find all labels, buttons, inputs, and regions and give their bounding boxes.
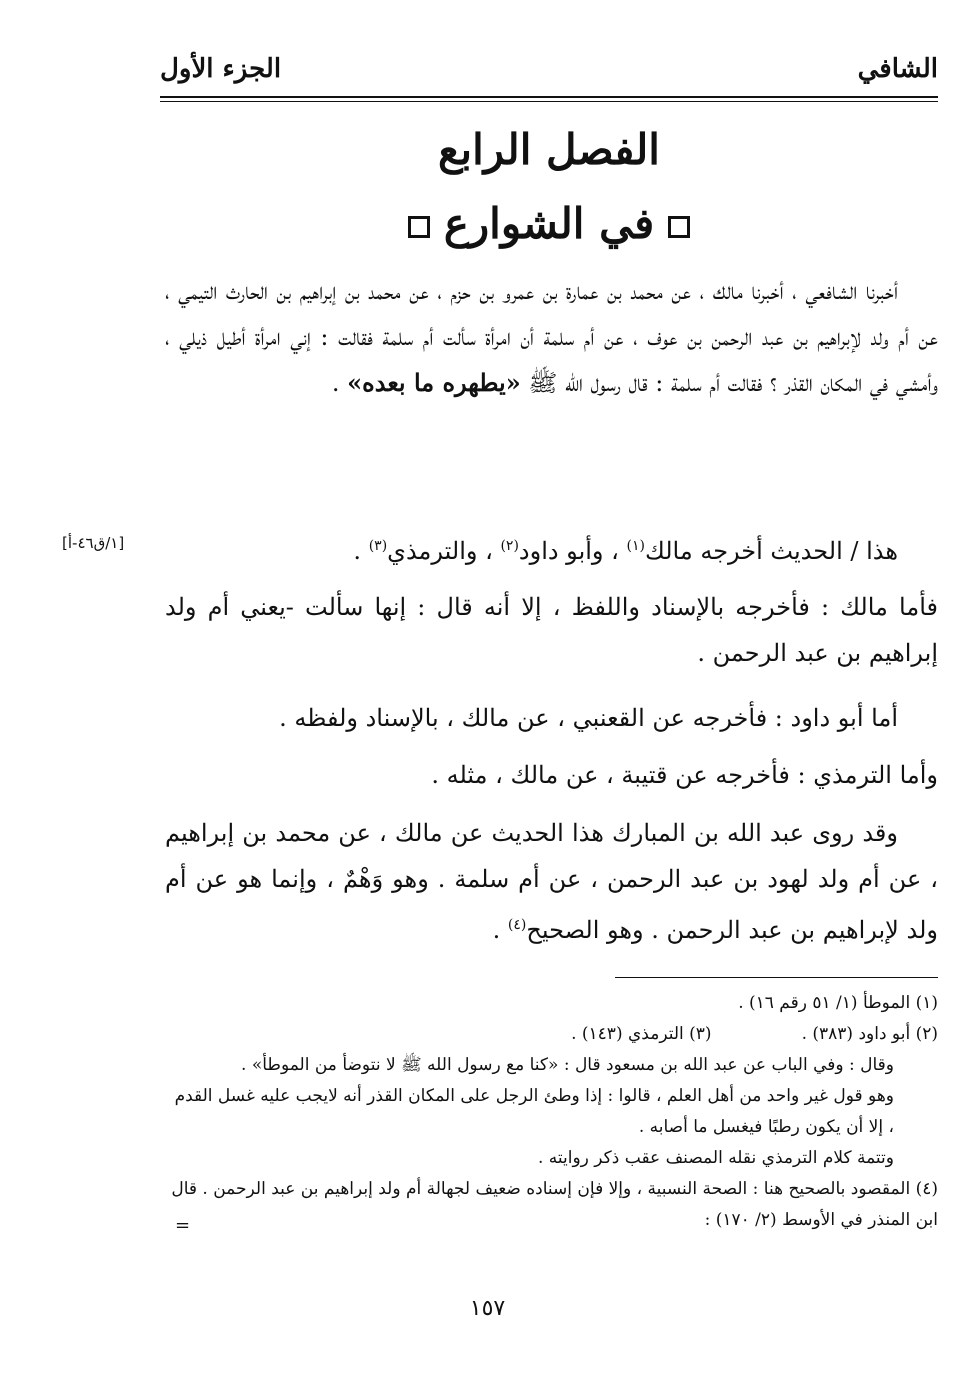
footnote-ref-4[interactable]: (٤) [507, 917, 527, 933]
footnote-ref-1[interactable]: (١) [626, 538, 645, 554]
footnote-3: (٣) الترمذي (١٤٣) . [571, 1024, 712, 1044]
takhrij-text-3: ، والترمذي [387, 537, 501, 565]
punct: . [353, 537, 369, 565]
paragraph-takhrij [165, 523, 938, 574]
paragraph-abu-dawud: أما أبو داود : فأخرجه عن القعنبي ، عن مالك ، بالإسناد ولفظه . [279, 704, 898, 732]
footnote-3-text-b: وهو قول غير واحد من أهل العلم ، قالوا : إذا وطئ الرجل على المكان القذر أنه لايجب عليه غسل القدم ، إلا أن يكون رطبًا فيغسل ما أصابه . [174, 1086, 894, 1137]
paragraph-tirmidhi: وأما الترمذي : فأخرجه عن قتيبة ، عن مالك ، مثله . [431, 761, 938, 789]
paragraph-malik: فأما مالك : فأخرجه بالإسناد واللفظ ، إلا أنه قال : إنها سألت -يعني أم ولد إبراهيم بن عبد الرحمن . [165, 593, 938, 667]
takhrij-text: هذا / الحديث أخرجه مالك [645, 537, 898, 565]
header-rule-thin [160, 101, 938, 102]
punct: . [492, 916, 508, 944]
chapter-title: الفصل الرابع [438, 125, 660, 174]
running-header [160, 52, 938, 92]
page-number: ١٥٧ [469, 1296, 506, 1321]
header-rule [160, 96, 938, 98]
manuscript-margin-note: [١/ق٤٦-أ] [62, 534, 125, 552]
ibn-mubarak-text: وقد روى عبد الله بن المبارك هذا الحديث عن مالك ، عن محمد بن إبراهيم ، عن أم ولد لهود بن عبد الرحمن ، عن أم سلمة . وهو وَهْمٌ ، وإنما هو عن أم ولد لإبراهيم بن عبد الرحمن . وهو الصحيح [165, 819, 939, 944]
volume-label: الجزء الأول [160, 54, 282, 84]
footnote-3-text-c: وتتمة كلام الترمذي نقله المصنف عقب ذكر روايته . [537, 1148, 894, 1168]
paragraph-hadith [165, 268, 938, 406]
square-ornament-right [668, 216, 690, 238]
footnotes [165, 988, 938, 1236]
continuation-mark: = [175, 1215, 191, 1236]
book-title: الشافي [857, 54, 938, 84]
footnote-separator [615, 977, 938, 978]
punct: . [331, 369, 348, 397]
footnote-ref-3[interactable]: (٣) [368, 538, 388, 554]
footnote-1: (١) الموطأ (١/ ٥١ رقم ١٦) . [738, 993, 938, 1013]
footnote-2: (٢) أبو داود (٣٨٣) . [801, 1024, 938, 1044]
footnote-4: (٤) المقصود بالصحيح هنا : الصحة النسبية ، وإلا فإن إسناده ضعيف لجهالة أم ولد إبراهيم بن عبد الرحمن . قال ابن المنذر في الأوسط (٢/ ١٧٠) : [171, 1179, 938, 1230]
hadith-text: أخبرنا الشافعي ، أخبرنا مالك ، عن محمد بن عمارة بن عمرو بن حزم ، عن محمد بن إبراهيم بن الحارث التيمي ، عن أم ولد لإبراهيم بن عبد الرحمن بن عوف ، عن أم سلمة أن امرأة سألت أم سلمة فقالت : إني امرأة أطيل ذيلي ، وأمشي في المكان القذر ؟ فقالت أم سلمة : قال رسول الله ﷺ [165, 277, 938, 397]
hadith-quote: «يطهره ما بعده» [347, 368, 521, 397]
footnote-ref-2[interactable]: (٢) [500, 538, 519, 554]
paragraph-ibn-mubarak [165, 810, 938, 953]
footnote-3-text-a: وقال : وفي الباب عن عبد الله بن مسعود قال : «كنا مع رسول الله ﷺ لا نتوضأ من الموطأ» . [241, 1055, 894, 1075]
section-title: في الشوارع [443, 199, 655, 248]
footnote-row-2-3 [165, 1019, 938, 1050]
section-heading [160, 196, 938, 252]
takhrij-text-2: ، وأبو داود [518, 537, 627, 565]
square-ornament-left [408, 216, 430, 238]
